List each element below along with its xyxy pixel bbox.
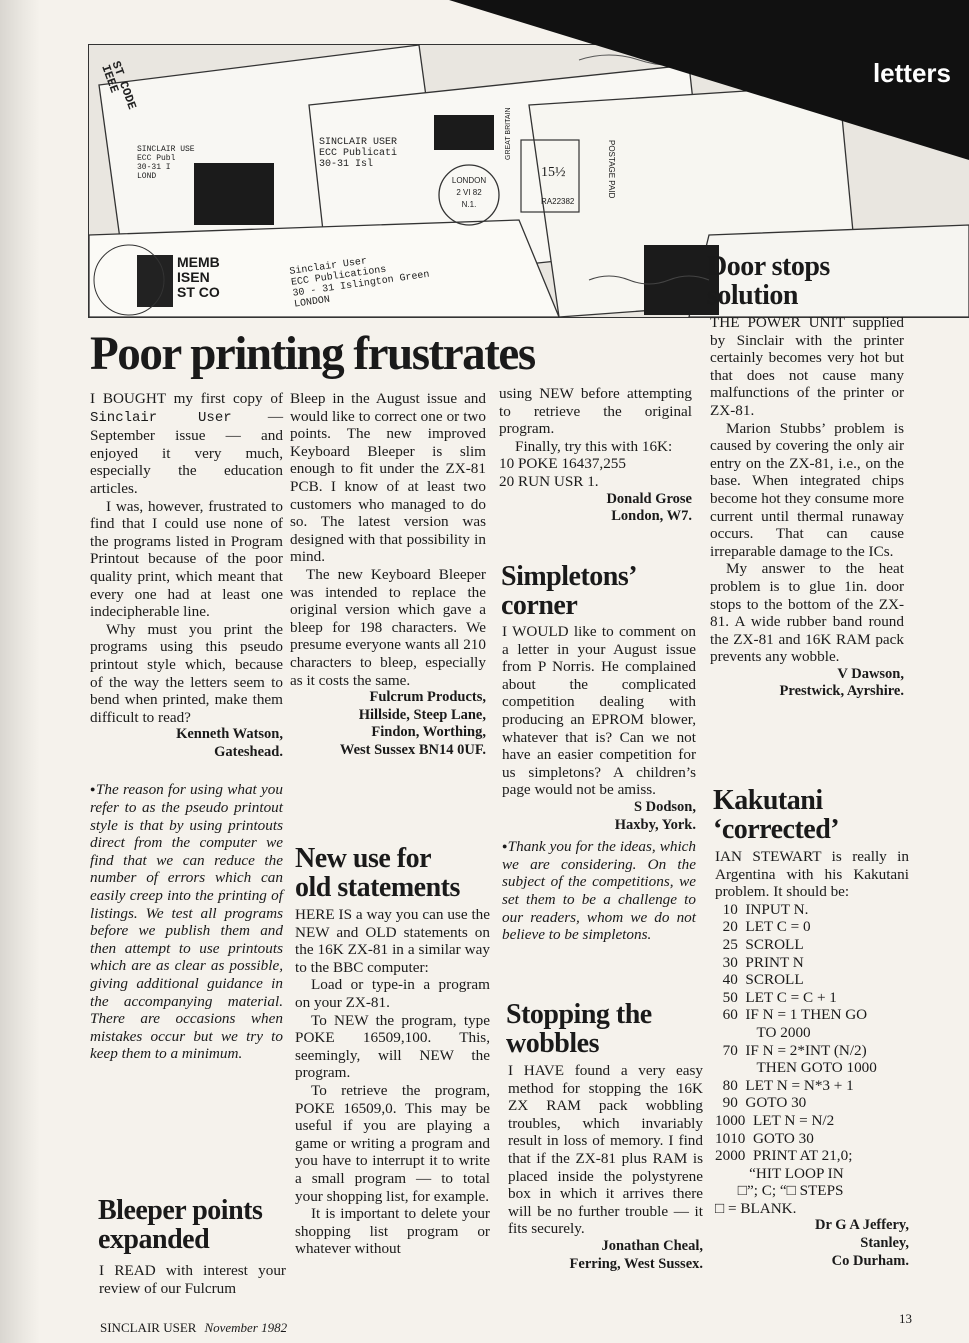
code-line: “HIT LOOP IN xyxy=(715,1164,844,1182)
kakutani-col xyxy=(715,848,909,1270)
code-line: 1010 GOTO 30 xyxy=(715,1129,814,1147)
new-use-p4: To retrieve the program, POKE 16509,0. This may be useful if you are playing a game or writing a program and you have to interrupt it to write a small program — to total your shopping list, for example. xyxy=(295,1081,490,1205)
new-use-code-1: 10 POKE 16437,255 xyxy=(499,455,626,473)
footer-publication: SINCLAIR USER xyxy=(100,1320,197,1335)
door-p2: Marion Stubbs’ problem is caused by covering the only air entry on the ZX-81, i.e., on the base. When integrated chips become hot they consume more current until thermal runaway occurs. That can cause irreparable damage to the ICs. xyxy=(710,419,904,560)
bleeper-sig-3: Findon, Worthing, xyxy=(371,724,486,741)
code-line: 60 IF N = 1 THEN GO xyxy=(715,1006,868,1024)
code-line: 50 LET C = C + 1 xyxy=(715,988,837,1006)
simpletons-p1: I WOULD like to comment on a letter in your August issue from P Norris. He complained about the complicated competition dealing with producing an EPROM blower, whatever that is? Can we not have an easier competition for us simpletons? A children’s page would not be amiss. xyxy=(502,623,696,799)
door-sig-name: V Dawson, xyxy=(837,665,904,682)
new-use-sig-name: Donald Grose xyxy=(606,490,692,507)
envelope-address-3 xyxy=(137,145,195,181)
door-col xyxy=(710,314,904,701)
bleeper-sig-1: Fulcrum Products, xyxy=(369,689,486,706)
kakutani-heading: Kakutani ‘corrected’ xyxy=(713,785,840,845)
postage-paid-label: POSTAGE PAID xyxy=(607,140,616,199)
letter1-p2: I was, however, frustrated to find that I could use none of the programs listed in Program Printout because of the poor quality print, which meant that every one had at least one indecipherable line. xyxy=(90,497,283,621)
bleeper-col1 xyxy=(99,1262,286,1297)
simpletons-sig-place: Haxby, York. xyxy=(614,816,696,833)
code-line: 70 IF N = 2*INT (N/2) xyxy=(715,1041,867,1059)
stamp-country: GREAT BRITAIN xyxy=(505,107,512,160)
new-use-p5-part-b: using NEW before attempting to retrieve the original program. xyxy=(499,385,692,438)
bleeper-p2: The new Keyboard Bleeper was intended to replace the original version which gave a bleep for 198 characters. We presume everyone wants all 210 characters to bleep, especially as it costs the same. xyxy=(290,565,486,689)
kakutani-p1: IAN STEWART is really in Argentina with his Kakutani problem. It should be: xyxy=(715,848,909,901)
stamp-code: RA22382 xyxy=(541,197,575,206)
door-sig-place: Prestwick, Ayrshire. xyxy=(779,683,904,700)
letter1-p1: I BOUGHT my first copy of Sinclair User — September issue — and enjoyed it very much, especially the education articles. xyxy=(90,390,284,497)
new-use-p1: HERE IS a way you can use the NEW and OLD statements on the 16K ZX-81 in a similar way to the BBC computer: xyxy=(295,906,490,976)
door-p3: My answer to the heat problem is to glue 1in. door stops to the bottom of the ZX-81. A wide rubber band round the ZX-81 and 16K RAM pack prevents any wobble. xyxy=(710,560,904,666)
stamp-value: 15½ xyxy=(541,165,566,180)
code-line: 1000 LET N = N/2 xyxy=(715,1111,835,1129)
code-line: THEN GOTO 1000 xyxy=(715,1059,877,1077)
code-line: 90 GOTO 30 xyxy=(715,1094,807,1112)
code-line: 10 INPUT N. xyxy=(715,900,809,918)
code-line: □ = BLANK. xyxy=(715,1199,797,1217)
door-p1: THE POWER UNIT supplied by Sinclair with the printer certainly becomes very hot but that does not cause many malfunctions of the printer or ZX-81. xyxy=(710,314,904,419)
simpletons-col xyxy=(502,623,696,944)
footer-date: November 1982 xyxy=(204,1320,288,1335)
new-use-p3: To NEW the program, type POKE 16509,100. This, seemingly, will NEW the program. xyxy=(295,1011,490,1082)
bleeper-p1-part-b: Bleep in the August issue and would like to correct one or two points. The new improved Keyboard Bleeper is slim enough to fit under the ZX-81 PCB. I know of at least two customers who managed to do so. The latest version was designed with that possibility in mind. xyxy=(290,390,486,566)
simpletons-sig-name: S Dodson, xyxy=(633,798,696,815)
address-text: Sinclair User ECC Publications 30 - 31 Islington Green LONDON xyxy=(288,256,431,311)
new-use-col2 xyxy=(295,906,490,1258)
simpletons-editor-reply: ● Thank you for the ideas, which we are considering. On the subject of the competitions, we set them to be a challenge to our readers, whom we do not believe to be simpletons. xyxy=(502,838,696,944)
kakutani-sig-1: Dr G A Jeffery, xyxy=(815,1217,909,1234)
envelope-address-2 xyxy=(288,256,431,311)
simpletons-heading: Simpletons’ corner xyxy=(501,561,638,621)
kakutani-sig-2: Stanley, xyxy=(860,1235,909,1252)
letter1-p3: Why must you print the programs using this pseudo printout style which, because of the way the letters seem to bend when printed, make them difficult to read? xyxy=(90,620,283,726)
postmark-text: LONDON 2 VI 82 N.1. xyxy=(451,176,487,209)
meter-stamp xyxy=(137,255,173,307)
address-text: ST CODE IEEE xyxy=(98,59,139,112)
code-line: 80 LET N = N*3 + 1 xyxy=(715,1076,854,1094)
black-stamp-1 xyxy=(194,163,274,225)
code-line: 40 SCROLL xyxy=(715,971,804,989)
wobbles-sig-name: Jonathan Cheal, xyxy=(601,1237,703,1254)
code-line: □”; C; “□ STEPS xyxy=(715,1182,844,1200)
new-use-p5-part-a: It is important to delete your shopping list program or whatever without xyxy=(295,1205,490,1258)
address-text: SINCLAIR USER ECC Publicati 30-31 Isl xyxy=(319,137,398,170)
page-headline: Poor printing frustrates xyxy=(90,327,535,380)
code-line: 30 PRINT N xyxy=(715,953,804,971)
letter1-editor-reply: ● The reason for using what you refer to as the pseudo printout style is that by using printouts direct from the computer we find that we can reduce the number of errors which can easily creep into the printing of listings. We test all programs before we publish them and then attempt to use printouts which are as clear as possible, giving additional guidance in the accompanying material. There are occasions when mistakes occur but we try to keep them to a minimum. xyxy=(90,781,283,1063)
address-text: SINCLAIR USE ECC Publ 30-31 I LOND xyxy=(137,145,195,181)
wobbles-heading: Stopping the wobbles xyxy=(506,999,652,1059)
wobbles-col xyxy=(508,1062,703,1273)
column-3 xyxy=(499,385,692,526)
column-1 xyxy=(90,390,283,1063)
kakutani-sig-3: Co Durham. xyxy=(831,1252,909,1269)
new-use-p6: Finally, try this with 16K: xyxy=(515,437,673,455)
page-footer xyxy=(100,1320,287,1336)
envelope-address-4 xyxy=(98,59,139,112)
code-line: TO 2000 xyxy=(715,1023,811,1041)
wobbles-sig-place: Ferring, West Sussex. xyxy=(569,1255,703,1272)
door-heading: Door stops solution xyxy=(707,251,830,311)
bleeper-p1-part-a: I READ with interest your review of our Fulcrum xyxy=(99,1262,286,1297)
new-use-heading: New use for old statements xyxy=(295,843,460,903)
letter1-sig-place: Gateshead. xyxy=(214,743,283,760)
letter1-sig-name: Kenneth Watson, xyxy=(176,726,283,743)
meter-text: MEMB ISEN ST CO xyxy=(177,254,220,300)
column-2 xyxy=(290,390,486,759)
bleeper-heading: Bleeper points expanded xyxy=(98,1195,263,1255)
page-number: 13 xyxy=(899,1311,912,1326)
new-use-p2: Load or type-in a program on your ZX-81. xyxy=(295,976,490,1011)
code-line: 20 LET C = 0 xyxy=(715,918,811,936)
bleeper-sig-4: West Sussex BN14 0UF. xyxy=(339,741,486,758)
page-gutter-shadow xyxy=(0,0,40,1343)
envelope-address-1 xyxy=(319,137,398,170)
wobbles-p1: I HAVE found a very easy method for stopping the 16K ZX RAM pack wobbling troubles, which invariably result in loss of memory. I find that if the ZX-81 plus RAM is placed inside the polystyrene box in which it arrives there will be no further trouble — it fits securely. xyxy=(508,1062,703,1238)
kakutani-code-listing xyxy=(715,901,909,1218)
bleeper-sig-2: Hillside, Steep Lane, xyxy=(358,706,486,723)
code-line: 25 SCROLL xyxy=(715,935,804,953)
new-use-code-2: 20 RUN USR 1. xyxy=(499,472,599,490)
section-label: letters xyxy=(872,58,951,88)
code-line: 2000 PRINT AT 21,0; xyxy=(715,1147,853,1165)
new-use-sig-place: London, W7. xyxy=(611,508,692,525)
